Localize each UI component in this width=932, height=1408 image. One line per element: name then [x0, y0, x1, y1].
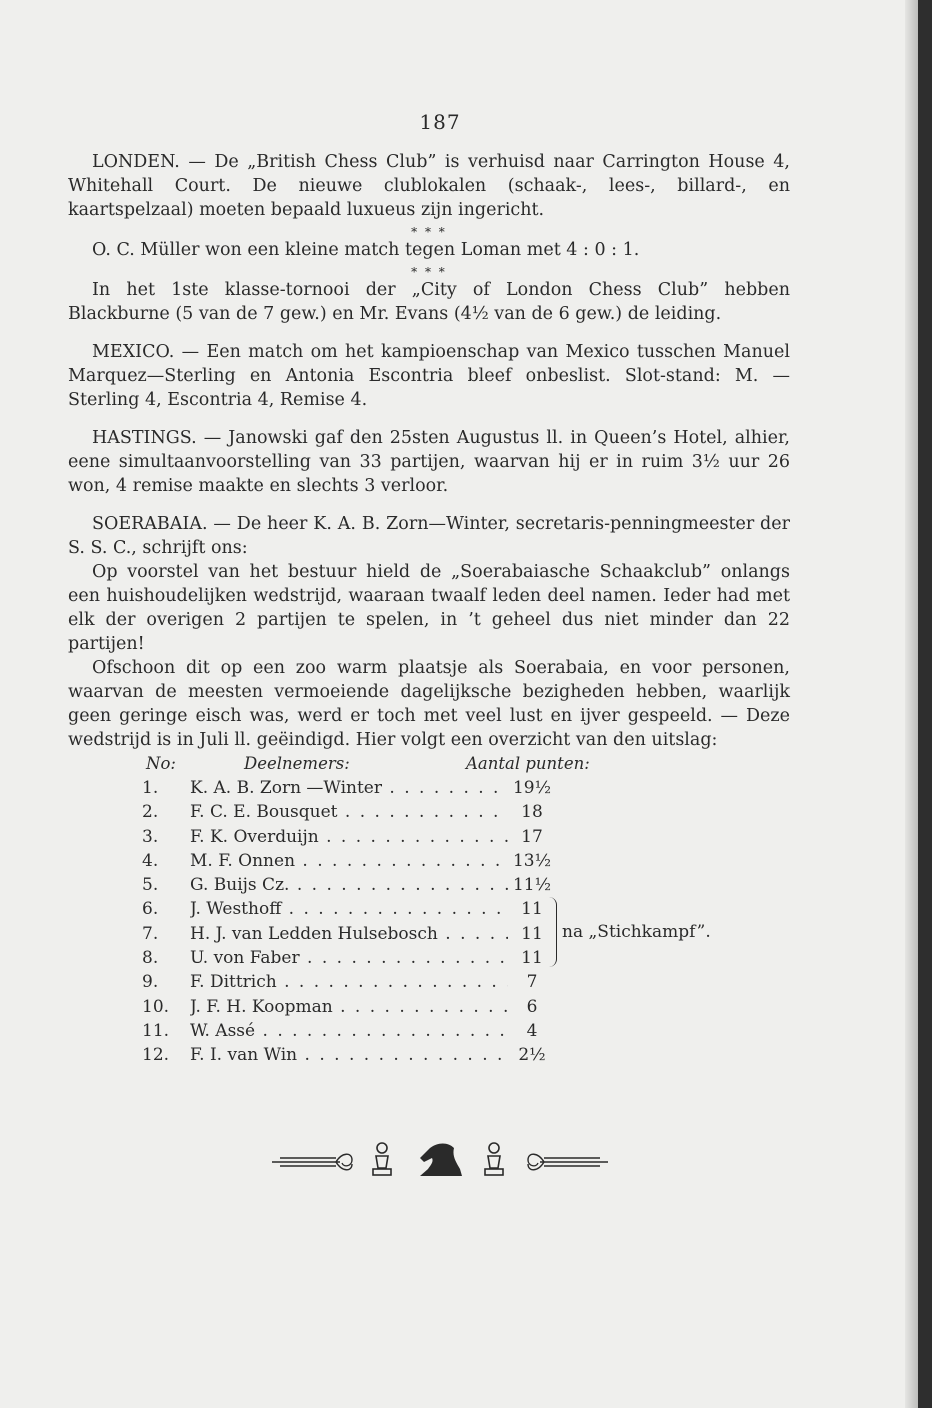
- header-participants: Deelnemers:: [244, 754, 350, 773]
- points-value: 19½: [508, 776, 556, 800]
- page-edge-shadow: [905, 0, 918, 1408]
- table-row: [68, 1019, 790, 1043]
- separator-text: * * *: [411, 225, 447, 239]
- points-value: 17: [508, 825, 556, 849]
- table-row: [68, 897, 790, 921]
- scan-border: [918, 0, 932, 1408]
- black-knight-icon: [420, 1144, 462, 1177]
- participant-name: F. K. Overduijn . . .: [190, 825, 508, 849]
- header-no: No:: [146, 754, 176, 773]
- row-number: 3.: [142, 826, 159, 847]
- flourish-right-icon: [528, 1154, 608, 1170]
- separator-stars: [68, 265, 790, 279]
- separator-stars: [68, 225, 790, 239]
- tie-brace: [548, 897, 557, 967]
- row-number: 9.: [142, 972, 159, 993]
- participant-name: K. A. B. Zorn —Winter . . .: [190, 776, 508, 800]
- participant-name: U. von Faber . . .: [190, 946, 508, 970]
- row-number: 4.: [142, 850, 159, 871]
- ornament-graphic: [270, 1136, 610, 1184]
- participant-name: F. Dittrich . . .: [190, 970, 508, 994]
- row-number: 11.: [142, 1020, 170, 1041]
- table-row: [68, 849, 790, 873]
- table-row: [68, 776, 790, 800]
- points-value: 11: [508, 897, 556, 921]
- paragraph-ofschoon: Ofschoon dit op een zoo warm plaatsje als Soerabaia, en voor personen, waarvan de meesten vermoeiende dagelijksche bezigheden hebben, waarlijk geen geringe eisch was, werd er toch met veel lust en ijver gespeeld. — Deze wedstrijd is in Juli ll. geëindigd. Hier volgt een overzicht van den uitslag:: [68, 658, 790, 750]
- row-number: 8.: [142, 948, 159, 969]
- participant-name: M. F. Onnen . . .: [190, 849, 508, 873]
- points-value: 13½: [508, 849, 556, 873]
- table-row: [68, 970, 790, 994]
- points-value: 18: [508, 800, 556, 824]
- row-number: 5.: [142, 875, 159, 896]
- tie-group: [68, 897, 790, 970]
- paragraph-mexico: MEXICO. — Een match om het kampioenschap van Mexico tusschen Manuel Marquez—Sterling en Antonia Escontria bleef onbeslist. Slot-stand: M. — Sterling 4, Escontria 4, Remise 4.: [68, 342, 790, 410]
- white-pawn-icon: [485, 1143, 503, 1175]
- row-number: 7.: [142, 923, 159, 944]
- paragraph-hastings: HASTINGS. — Janowski gaf den 25sten Augustus ll. in Queen’s Hotel, alhier, eene simultaanvoorstelling van 33 partijen, waarvan hij er in ruim 3½ uur 26 won, 4 remise maakte en slechts 3 verloor.: [68, 428, 790, 496]
- table-row: [68, 946, 790, 970]
- paragraph-muller: O. C. Müller won een kleine match tegen Loman met 4 : 0 : 1.: [92, 240, 640, 260]
- points-value: 6: [508, 995, 556, 1019]
- white-pawn-icon: [373, 1143, 391, 1175]
- points-value: 7: [508, 970, 556, 994]
- paragraph-city: In het 1ste klasse-tornooi der „City of London Chess Club” hebben Blackburne (5 van de 7 gew.) en Mr. Evans (4½ van de 6 gew.) de leiding.: [68, 280, 790, 324]
- table-row: [68, 873, 790, 897]
- table-row: [68, 995, 790, 1019]
- participant-name: F. C. E. Bousquet . . .: [190, 800, 508, 824]
- points-value: 2½: [508, 1043, 556, 1067]
- row-number: 10.: [142, 996, 170, 1017]
- points-value: 11½: [508, 873, 556, 897]
- results-table-header: [68, 752, 790, 776]
- points-value: 11: [508, 922, 556, 946]
- separator-text: * * *: [411, 265, 447, 279]
- article-body: [68, 150, 790, 1068]
- row-number: 12.: [142, 1045, 170, 1066]
- participant-name: W. Assé . . .: [190, 1019, 508, 1043]
- flourish-left-icon: [272, 1154, 352, 1170]
- paragraph-voorstel: Op voorstel van het bestuur hield de „Soerabaiasche Schaakclub” onlangs een huishoudelijken wedstrijd, waaraan twaalf leden deel namen. Ieder had met elk der overigen 2 partijen te spelen, in ’t geheel dus niet minder dan 22 partijen!: [68, 562, 790, 654]
- results-table: [68, 776, 790, 1068]
- participant-name: G. Buijs Cz. . . .: [190, 873, 508, 897]
- points-value: 4: [508, 1019, 556, 1043]
- chess-ornament: [0, 1136, 880, 1186]
- participant-name: J. Westhoff . . .: [190, 897, 508, 921]
- page-number: 187: [419, 110, 461, 134]
- row-number: 6.: [142, 899, 159, 920]
- row-number: 2.: [142, 802, 159, 823]
- stichkampf-note: na „Stichkampf”.: [562, 922, 711, 943]
- paragraph-londen: LONDEN. — De „British Chess Club” is verhuisd naar Carrington House 4, Whitehall Court. De nieuwe clublokalen (schaak-, lees-, billard-, en kaartspelzaal) moeten bepaald luxueus zijn ingericht.: [68, 152, 790, 220]
- points-value: 11: [508, 946, 556, 970]
- participant-name: J. F. H. Koopman . . .: [190, 995, 508, 1019]
- row-number: 1.: [142, 778, 159, 798]
- participant-name: H. J. van Ledden Hulsebosch . . .: [190, 922, 508, 946]
- paragraph-soerabaia: SOERABAIA. — De heer K. A. B. Zorn—Winter, secretaris-penningmeester der S. S. C., schrijft ons:: [68, 514, 790, 558]
- participant-name: F. I. van Win . . .: [190, 1043, 508, 1067]
- table-row: [68, 825, 790, 849]
- table-row: [68, 1043, 790, 1067]
- table-row: [68, 800, 790, 824]
- header-points: Aantal punten:: [466, 754, 590, 773]
